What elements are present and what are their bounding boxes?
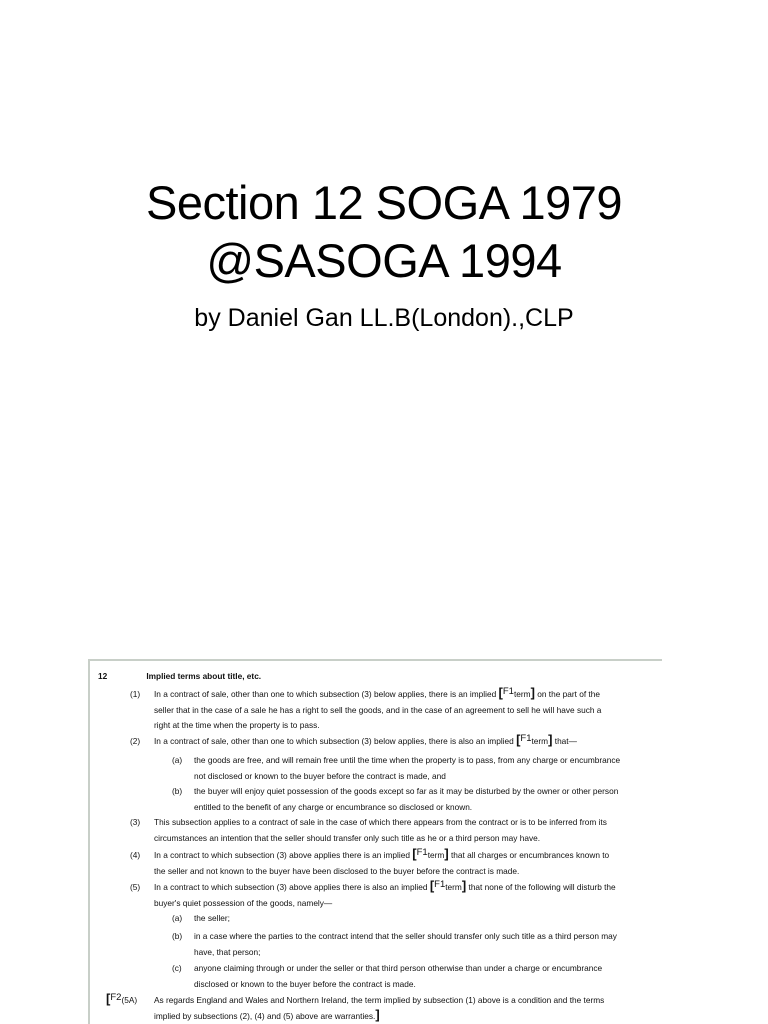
section-heading: Implied terms about title, etc. [146,671,262,681]
statute-excerpt: 12 Implied terms about title, etc. (1) In a contract of sale, other than one to which subsection (3) below applies, there is an implied [F1term] on the part of the seller that in the case of a sale he has a right to sell the goods, and in the case of an agreement to sell he will have such a right at the time when the property is to pass. (2) In a contract of sale, other than one to which subsection (3) below applies, there is also an implied [F1term] that— (a) the goods are free, and will remain free until the time when the property is to pass, from any charge or encumbrance not disclosed or known to the buyer before the contract is made, and (b) the buyer will enjoy quiet possession of the goods except so far as it may be disturbed by the owner or other person entitled to the benefit of any charge or encumbrance so disclosed or known. (3) This subsection applies to a contract of sale in the case of which there appears from the contract or is to be inferred from its circumstances an intention that the seller should transfer only such title as he or a third person may have. (4) In a contract to which subsection (3) above applies there is an implied [F1term] that all charges or encumbrances known to the seller and not known to the buyer have been disclosed to the buyer before the contract is made. (5) In a contract to which subsection (3) above applies there is also an implied [F1term] that none of the following will disturb the buyer's quiet possession of the goods, namely— (a) the seller; (b) in a case where the parties to the contract intend that the seller should transfer only such title as a third person may have, that person; (c) anyone claiming through or under the seller or that third person otherwise than under a charge or encumbrance disclosed or known to the buyer before the contract is made. [F2(5A) As regards England and Wales and Northern Ireland, the term implied by subsection (1) above is a condition and the terms implied by subsections (2), (4) and (5) above are warranties.] [88,659,662,1024]
text-line: the seller; [194,913,230,923]
subsection-text: In a contract to which subsection (3) above applies there is also an implied [F1term] that none of the following will disturb the buyer's quiet possession of the goods, namely— [154,880,702,911]
text-line: the goods are free, and will remain free until the time when the property is to pass, from any charge or encumbrance [194,755,621,765]
text-line: the buyer will enjoy quiet possession of the goods except so far as it may be disturbed by the owner or other person [194,786,619,796]
text-line: that none of the following will disturb the [468,882,616,892]
subsection-text: As regards England and Wales and Northern Ireland, the term implied by subsection (1) above is a condition and the terms implied by subsections (2), (4) and (5) above are warranties.] [154,993,702,1024]
term-word: term [427,850,445,860]
footnote-ref: F1 [502,686,514,697]
section-number: 12 [98,671,108,681]
subsection-text: In a contract of sale, other than one to which subsection (3) below applies, there is also an implied [F1term] that— [154,732,577,747]
paragraph-number: (b) [172,786,183,796]
paragraph-number: (a) [172,913,183,923]
section-heading-row [98,669,261,685]
term-word: term [445,882,462,892]
subsection-number: (3) [130,817,141,827]
subsection-text: In a contract of sale, other than one to which subsection (3) below applies, there is an implied [F1term] on the part of the seller that in the case of a sale he has a right to sell the goods, and in the case of an agreement to sell he will have such a right at the time when the property is to pass. [154,687,702,734]
text-line: that all charges or encumbrances known to [450,850,610,860]
term-word: term [531,736,549,746]
paragraph-number: (c) [172,963,182,973]
text-line: on the part of the [537,689,600,699]
text-line: right at the time when the property is to pass. [154,720,320,730]
paragraph-text [194,911,662,927]
text-line: circumstances an intention that the seller should transfer only such title as he or a third person may have. [154,832,541,843]
subsection-number: (5) [130,882,141,892]
subsection-text: In a contract to which subsection (3) above applies there is an implied [F1term] that all charges or encumbrances known to the seller and not known to the buyer have been disclosed to the buyer before the contract is made. [154,848,702,879]
slide-title-line-1: Section 12 SOGA 1979 [146,176,622,229]
text-line: As regards England and Wales and Northern Ireland, the term implied by subsection (1) above is a condition and the terms [154,995,605,1005]
text-line: the seller and not known to the buyer have been disclosed to the buyer before the contract is made. [154,865,520,876]
text-line: seller that in the case of a sale he has a right to sell the goods, and in the case of an agreement to sell he will have such a [154,704,602,715]
text-line: entitled to the benefit of any charge or encumbrance so disclosed or known. [194,801,473,812]
slide-title [0,174,768,290]
text-line: implied by subsections (2), (4) and (5) above are warranties. [154,1010,376,1021]
paragraph-number: (a) [172,755,183,765]
text-line: disclosed or known to the buyer before the contract is made. [194,978,416,989]
footnote-ref: F1 [416,847,428,858]
paragraph-number: (b) [172,931,183,941]
text-line: have, that person; [194,946,261,957]
footnote-ref: F2 [110,992,122,1003]
paragraph-text [194,753,662,784]
text-line: not disclosed or known to the buyer before the contract is made, and [194,770,446,781]
footnote-ref: F1 [520,733,532,744]
footnote-ref: F1 [434,879,446,890]
paragraph-text [194,784,662,815]
text-line: In a contract to which subsection (3) above applies there is also an implied [154,882,428,892]
paragraph-text [194,929,662,960]
term-word: term [513,689,531,699]
slide-title-line-2: @SASOGA 1994 [206,234,562,287]
text-line: that— [554,736,577,746]
subsection-number: (5A) [121,995,138,1005]
slide-subtitle: by Daniel Gan LL.B(London).,CLP [194,304,574,332]
text-line: This subsection applies to a contract of sale in the case of which there appears from the contract or is to be inferred from its [154,817,607,827]
text-line: anyone claiming through or under the seller or that third person otherwise than under a charge or encumbrance [194,963,603,973]
subsection-text [154,815,702,846]
paragraph-text [194,961,662,992]
text-line: In a contract of sale, other than one to which subsection (3) below applies, there is an implied [154,689,497,699]
text-line: in a case where the parties to the contract intend that the seller should transfer only such title as a third person may [194,931,617,941]
subsection-number: (2) [130,736,141,746]
text-line: In a contract of sale, other than one to which subsection (3) below applies, there is also an implied [154,736,514,746]
subsection-number: (4) [130,850,141,860]
text-line: buyer's quiet possession of the goods, namely— [154,897,333,908]
text-line: In a contract to which subsection (3) above applies there is an implied [154,850,410,860]
subsection-number: (1) [130,689,141,699]
